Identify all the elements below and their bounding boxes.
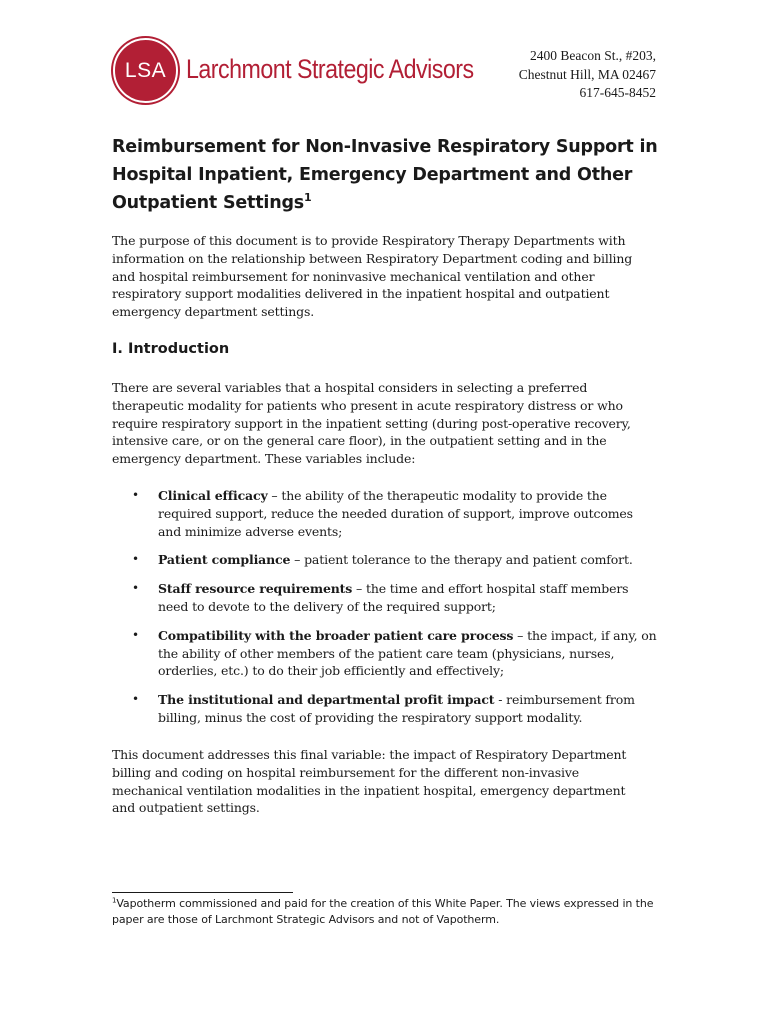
logo-text: LSA <box>124 58 167 82</box>
list-item-term: Compatibility with the broader patient care process <box>158 627 514 643</box>
list-item <box>112 691 657 727</box>
list-item <box>112 627 657 680</box>
list-item-text: – the time and effort hospital staff members need to devote to the delivery of the required support; <box>158 581 629 614</box>
list-item-text: - reimbursement from billing, minus the cost of providing the respiratory support modality. <box>158 692 635 725</box>
list-item-text: – patient tolerance to the therapy and patient comfort. <box>290 552 633 568</box>
address-line-1: 2400 Beacon St., #203, <box>530 48 656 63</box>
title-text: Reimbursement for Non-Invasive Respiratory Support in Hospital Inpatient, Emergency Department and Other Outpatient Settings <box>112 137 658 213</box>
footnote-divider <box>112 892 293 893</box>
closing-paragraph: This document addresses this final variable: the impact of Respiratory Department billing and coding on hospital reimbursement for the different non-invasive mechanical ventilation modalities in the inpatient hospital, emergency department and outpatient settings. <box>112 747 627 816</box>
introduction-paragraph: There are several variables that a hospital considers in selecting a preferred therapeutic modality for patients who present in acute respiratory distress or who require respiratory support in the inpatient setting (during post-operative recovery, intensive care, or on the general care floor), in the outpatient setting and in the emergency department. These variables include: <box>112 380 631 467</box>
footnote-marker: 1 <box>112 896 117 905</box>
brand-name: Larchmont Strategic Advisors <box>186 54 474 84</box>
bullet-icon: • <box>132 488 139 502</box>
variables-list <box>112 487 657 738</box>
bullet-icon: • <box>132 581 139 596</box>
list-item <box>112 551 657 569</box>
title-footnote-ref: 1 <box>304 191 312 205</box>
list-item <box>112 580 657 616</box>
section-heading-introduction: I. Introduction <box>112 341 230 357</box>
intro-paragraph: The purpose of this document is to provide Respiratory Therapy Departments with information on the relationship between Respiratory Department coding and billing and hospital reimbursement for noninvasive mechanical ventilation and other respiratory support modalities delivered in the inpatient hospital and outpatient emergency department settings. <box>112 233 633 320</box>
footnote <box>112 896 657 928</box>
list-item-term: The institutional and departmental profit impact <box>158 692 495 708</box>
list-item-text: – the ability of the therapeutic modality to provide the required support, reduce the needed duration of support, improve outcomes and minimize adverse events; <box>158 488 633 539</box>
list-item-text: – the impact, if any, on the ability of other members of the patient care team (physicians, nurses, orderlies, etc.) to do their job efficiently and effectively; <box>158 627 657 679</box>
lsa-logo <box>113 38 178 103</box>
list-item-term: Clinical efficacy <box>158 488 268 503</box>
phone-number: 617-645-8452 <box>579 85 656 100</box>
address-line-2: Chestnut Hill, MA 02467 <box>518 66 656 82</box>
list-item <box>112 487 657 540</box>
address-block <box>519 47 656 103</box>
bullet-icon: • <box>132 552 139 567</box>
bullet-icon: • <box>132 627 139 642</box>
list-item-term: Patient compliance <box>158 552 291 568</box>
footnote-text: Vapotherm commissioned and paid for the creation of this White Paper. The views expressed in the paper are those of Larchmont Strategic Advisors and not of Vapotherm. <box>112 897 654 926</box>
bullet-icon: • <box>132 692 139 707</box>
list-item-term: Staff resource requirements <box>158 581 353 597</box>
document-title <box>112 133 672 217</box>
